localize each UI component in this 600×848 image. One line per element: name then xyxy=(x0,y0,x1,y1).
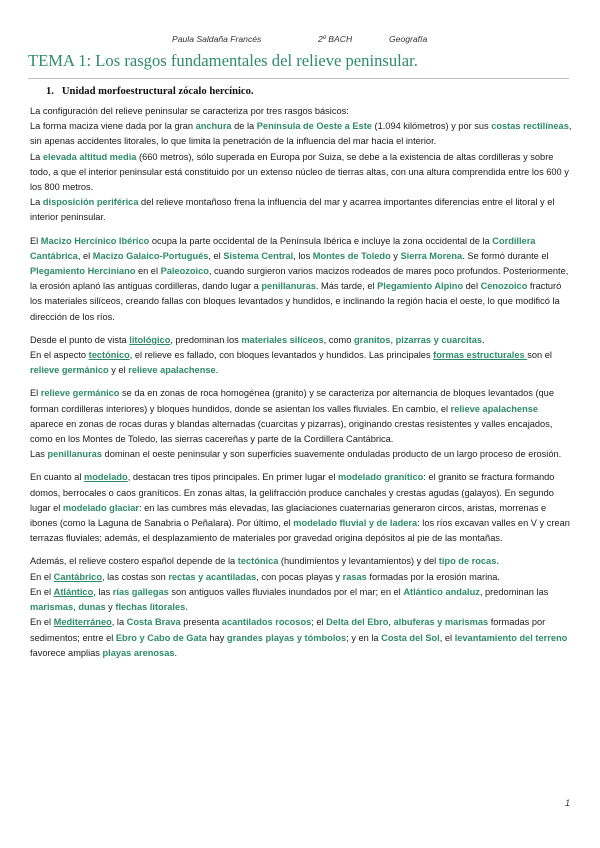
paragraph-macizo xyxy=(30,234,572,325)
keyword: relieve apalachense xyxy=(128,365,216,376)
keyword-link: Mediterráneo xyxy=(53,617,112,628)
text: , predominan los xyxy=(170,334,242,345)
paragraph-costas xyxy=(30,554,572,569)
keyword: Plegamiento Herciniano xyxy=(30,266,136,277)
keyword: marismas xyxy=(30,602,74,613)
text: , la xyxy=(111,617,127,628)
text: del xyxy=(463,281,481,292)
keyword: rías gallegas xyxy=(112,586,169,597)
keyword: modelado fluvial y de ladera xyxy=(293,518,418,529)
keyword-link: litológico xyxy=(129,334,171,345)
text: El xyxy=(30,235,41,246)
text: son antiguos valles fluviales inundados por el mar; en el xyxy=(168,586,404,597)
text: , el relieve es fallado, con bloques levantados y hundidos. Las principales xyxy=(129,350,434,361)
text: En el xyxy=(30,571,54,582)
text: : los ríos excavan valles en V y crean terrazas fluviales; además, el desplazamiento de materiales por gravedad origina depósitos al pie de las montañas. xyxy=(30,518,570,544)
text: (hundimientos y levantamientos) y del xyxy=(278,556,439,567)
keyword: modelado glaciar xyxy=(62,502,139,513)
text: La xyxy=(30,151,43,162)
text: dominan el oeste peninsular y son superficies suavemente onduladas producto de un largo proceso de erosión. xyxy=(101,449,562,460)
keyword-link: tectónico xyxy=(88,350,130,361)
keyword: grandes playas y tómbolos xyxy=(226,632,347,643)
keyword-link: modelado xyxy=(84,472,128,483)
keyword-link: Cantábrico xyxy=(53,571,102,582)
text: presenta xyxy=(180,617,222,628)
text: formadas por sedimentos; entre el xyxy=(30,617,546,643)
text: ; el xyxy=(311,617,327,628)
header-author: Paula Saldaña Francés xyxy=(172,34,262,44)
text: , xyxy=(388,617,394,628)
keyword: Cordillera Cantábrica xyxy=(30,235,536,261)
keyword: relieve germánico xyxy=(40,388,120,399)
keyword: Macizo Galaico-Portugués xyxy=(92,250,209,261)
text: . Se formó durante el xyxy=(462,250,549,261)
keyword: Paleozoico xyxy=(160,266,209,277)
keyword: elevada altitud media xyxy=(42,151,137,162)
text: favorece amplias xyxy=(30,647,103,658)
text: formadas por la erosión marina. xyxy=(366,571,500,582)
paragraph-germanico xyxy=(30,386,572,447)
text: La configuración del relieve peninsular se caracteriza por tres rasgos básicos: xyxy=(30,106,349,116)
page-header xyxy=(0,34,600,48)
keyword: tipo de rocas. xyxy=(438,556,499,567)
paragraph-altitud xyxy=(30,150,572,196)
text: hay xyxy=(206,632,227,643)
section-heading xyxy=(46,86,254,97)
text: El xyxy=(30,388,41,399)
text: , predominan las xyxy=(479,586,549,597)
text: , las xyxy=(93,586,113,597)
text: . xyxy=(174,647,178,658)
text: , el xyxy=(208,250,224,261)
text: en el xyxy=(135,266,161,277)
paragraph-intro xyxy=(30,104,572,119)
keyword: Ebro y Cabo de Gata xyxy=(115,632,207,643)
text: La forma maciza viene dada por la gran xyxy=(30,121,196,132)
keyword: flechas litorales. xyxy=(115,602,188,613)
text: Además, el relieve costero español depende de la xyxy=(30,556,238,567)
paragraph-atlantico xyxy=(30,585,572,615)
document-title: TEMA 1: Los rasgos fundamentales del relieve peninsular. xyxy=(28,51,418,70)
keyword: levantamiento del terreno xyxy=(454,632,568,643)
paragraph-mediterraneo xyxy=(30,615,572,661)
text: del relieve montañoso frena la influencia del mar y acarrea importantes diferencias entre el litoral y el interior peninsular. xyxy=(30,197,555,223)
text: de la xyxy=(231,121,257,132)
paragraph-disposicion xyxy=(30,195,572,225)
document-body xyxy=(30,104,572,661)
text: , xyxy=(73,602,79,613)
text: , como xyxy=(323,334,354,345)
header-subject: Geografía xyxy=(389,34,428,44)
keyword: Cenozoico xyxy=(480,281,528,292)
text: aparece en zonas de rocas duras y blandas alternadas (cuarcitas y pizarras), originando crestas resistentes y valles encajados, como en los Montes de Toledo, las sierras cacereñas y parte de la Cordillera Cantábrica. xyxy=(30,418,553,445)
section-number: 1. xyxy=(46,86,54,97)
text: En el xyxy=(30,586,54,597)
text: , xyxy=(390,334,396,345)
text: : en las cumbres más elevadas, las glaciaciones cuaternarias generaron circos, aristas, morrenas e ibones (como la Laguna de Sanabria o Peñalara). Por último, el xyxy=(30,502,547,529)
text: Las xyxy=(30,449,48,460)
paragraph-cantabrico xyxy=(30,570,572,585)
header-course: 2º BACH xyxy=(318,34,353,44)
text: (1.094 kilómetros) y por sus xyxy=(371,121,492,132)
keyword-link: formas estructurales xyxy=(433,350,528,361)
paragraph-modelado xyxy=(30,470,572,546)
text: , las costas son xyxy=(101,571,169,582)
keyword: relieve apalachense xyxy=(450,403,539,414)
keyword: pizarras y cuarcitas xyxy=(395,334,482,345)
section-title: Unidad morfoestructural zócalo hercínico. xyxy=(61,86,254,97)
text: En cuanto al xyxy=(30,472,84,483)
keyword: Plegamiento Alpino xyxy=(377,281,464,292)
keyword: Costa Brava xyxy=(126,617,181,628)
keyword: rasas xyxy=(342,571,367,582)
paragraph-tectonico xyxy=(30,348,572,378)
paragraph-anchura xyxy=(30,119,572,149)
text: , sin apenas accidentes litorales, lo que limita la penetración de la influencia del mar hacia el interior. xyxy=(30,121,572,147)
text: , los xyxy=(293,250,313,261)
text: . xyxy=(215,365,219,376)
text: (660 metros), sólo superada en Europa por Suiza, se debe a la existencia de altas cordilleras y sobre todo, a que el interior peninsular está constituido por un extenso núcleo de tierras altas, con una altura comprendida entre los 600 y los 800 metros. xyxy=(30,151,569,193)
text: La xyxy=(30,197,43,208)
keyword: Sistema Central xyxy=(223,250,294,261)
keyword: costas rectilíneas xyxy=(491,121,569,132)
keyword: Atlántico andaluz xyxy=(403,586,480,597)
keyword-link: Atlántico xyxy=(53,586,94,597)
text: : el granito se fractura formando domos, berrocales o caos graníticos. En zonas altas, la gelifracción produce canchales y crestas agudas (galayos). En segundo lugar el xyxy=(30,472,555,513)
text: , destacan tres tipos principales. En primer lugar el xyxy=(127,472,338,483)
keyword: dunas xyxy=(78,602,106,613)
text: , cuando surgieron varios macizos rodeados de mares poco profundos. Posteriormente, la erosión aplanó las antiguas cordilleras, dando lugar a xyxy=(30,266,569,292)
keyword: tectónica xyxy=(237,556,279,567)
keyword: disposición periférica xyxy=(42,197,139,208)
text: ocupa la parte occidental de la Península Ibérica e incluye la zona occidental de la xyxy=(149,235,493,246)
keyword: granitos xyxy=(353,334,391,345)
text: . Más tarde, el xyxy=(315,281,378,292)
keyword: penillanuras xyxy=(47,449,102,460)
keyword: Macizo Hercínico Ibérico xyxy=(40,235,150,246)
text: y xyxy=(390,250,401,261)
text: En el xyxy=(30,617,54,628)
keyword: materiales silíceos xyxy=(241,334,324,345)
keyword: Costa del Sol xyxy=(381,632,440,643)
text: En el aspecto xyxy=(30,350,89,361)
keyword: modelado granítico xyxy=(337,472,424,483)
keyword: anchura xyxy=(195,121,232,132)
text: y xyxy=(105,602,116,613)
text: y el xyxy=(108,365,129,376)
title-divider xyxy=(28,78,569,79)
paragraph-litologia xyxy=(30,333,572,348)
text: se da en zonas de roca homogénea (granito) y se caracteriza por alternancia de bloques levantados (que forman cordilleras interiores) y bloques hundidos, donde se asientan los valles fluviales. En cambio, el xyxy=(30,388,554,414)
keyword: acantilados rocosos xyxy=(221,617,312,628)
text: , con pocas playas y xyxy=(256,571,343,582)
text: son el xyxy=(527,350,552,361)
text: Desde el punto de vista xyxy=(30,334,130,345)
text: fracturó los materiales silíceos, creando fallas con bloques levantados y hundidos, e inclinando la región hacia el oeste, lo que modificó la dirección de los ríos. xyxy=(30,281,562,322)
keyword: penillanuras xyxy=(261,281,316,292)
keyword: Sierra Morena xyxy=(400,250,463,261)
page-number: 1 xyxy=(564,798,570,808)
keyword: playas arenosas xyxy=(102,647,175,658)
keyword: Montes de Toledo xyxy=(312,250,391,261)
keyword: Delta del Ebro xyxy=(326,617,389,628)
keyword: Península de Oeste a Este xyxy=(256,121,372,132)
text: , el xyxy=(77,250,93,261)
paragraph-penillanuras xyxy=(30,447,572,462)
text: . xyxy=(481,334,485,345)
keyword: albuferas y marismas xyxy=(393,617,489,628)
text: , el xyxy=(439,632,455,643)
keyword: relieve germánico xyxy=(30,365,109,376)
text: ; y en la xyxy=(346,632,382,643)
keyword: rectas y acantiladas xyxy=(168,571,257,582)
